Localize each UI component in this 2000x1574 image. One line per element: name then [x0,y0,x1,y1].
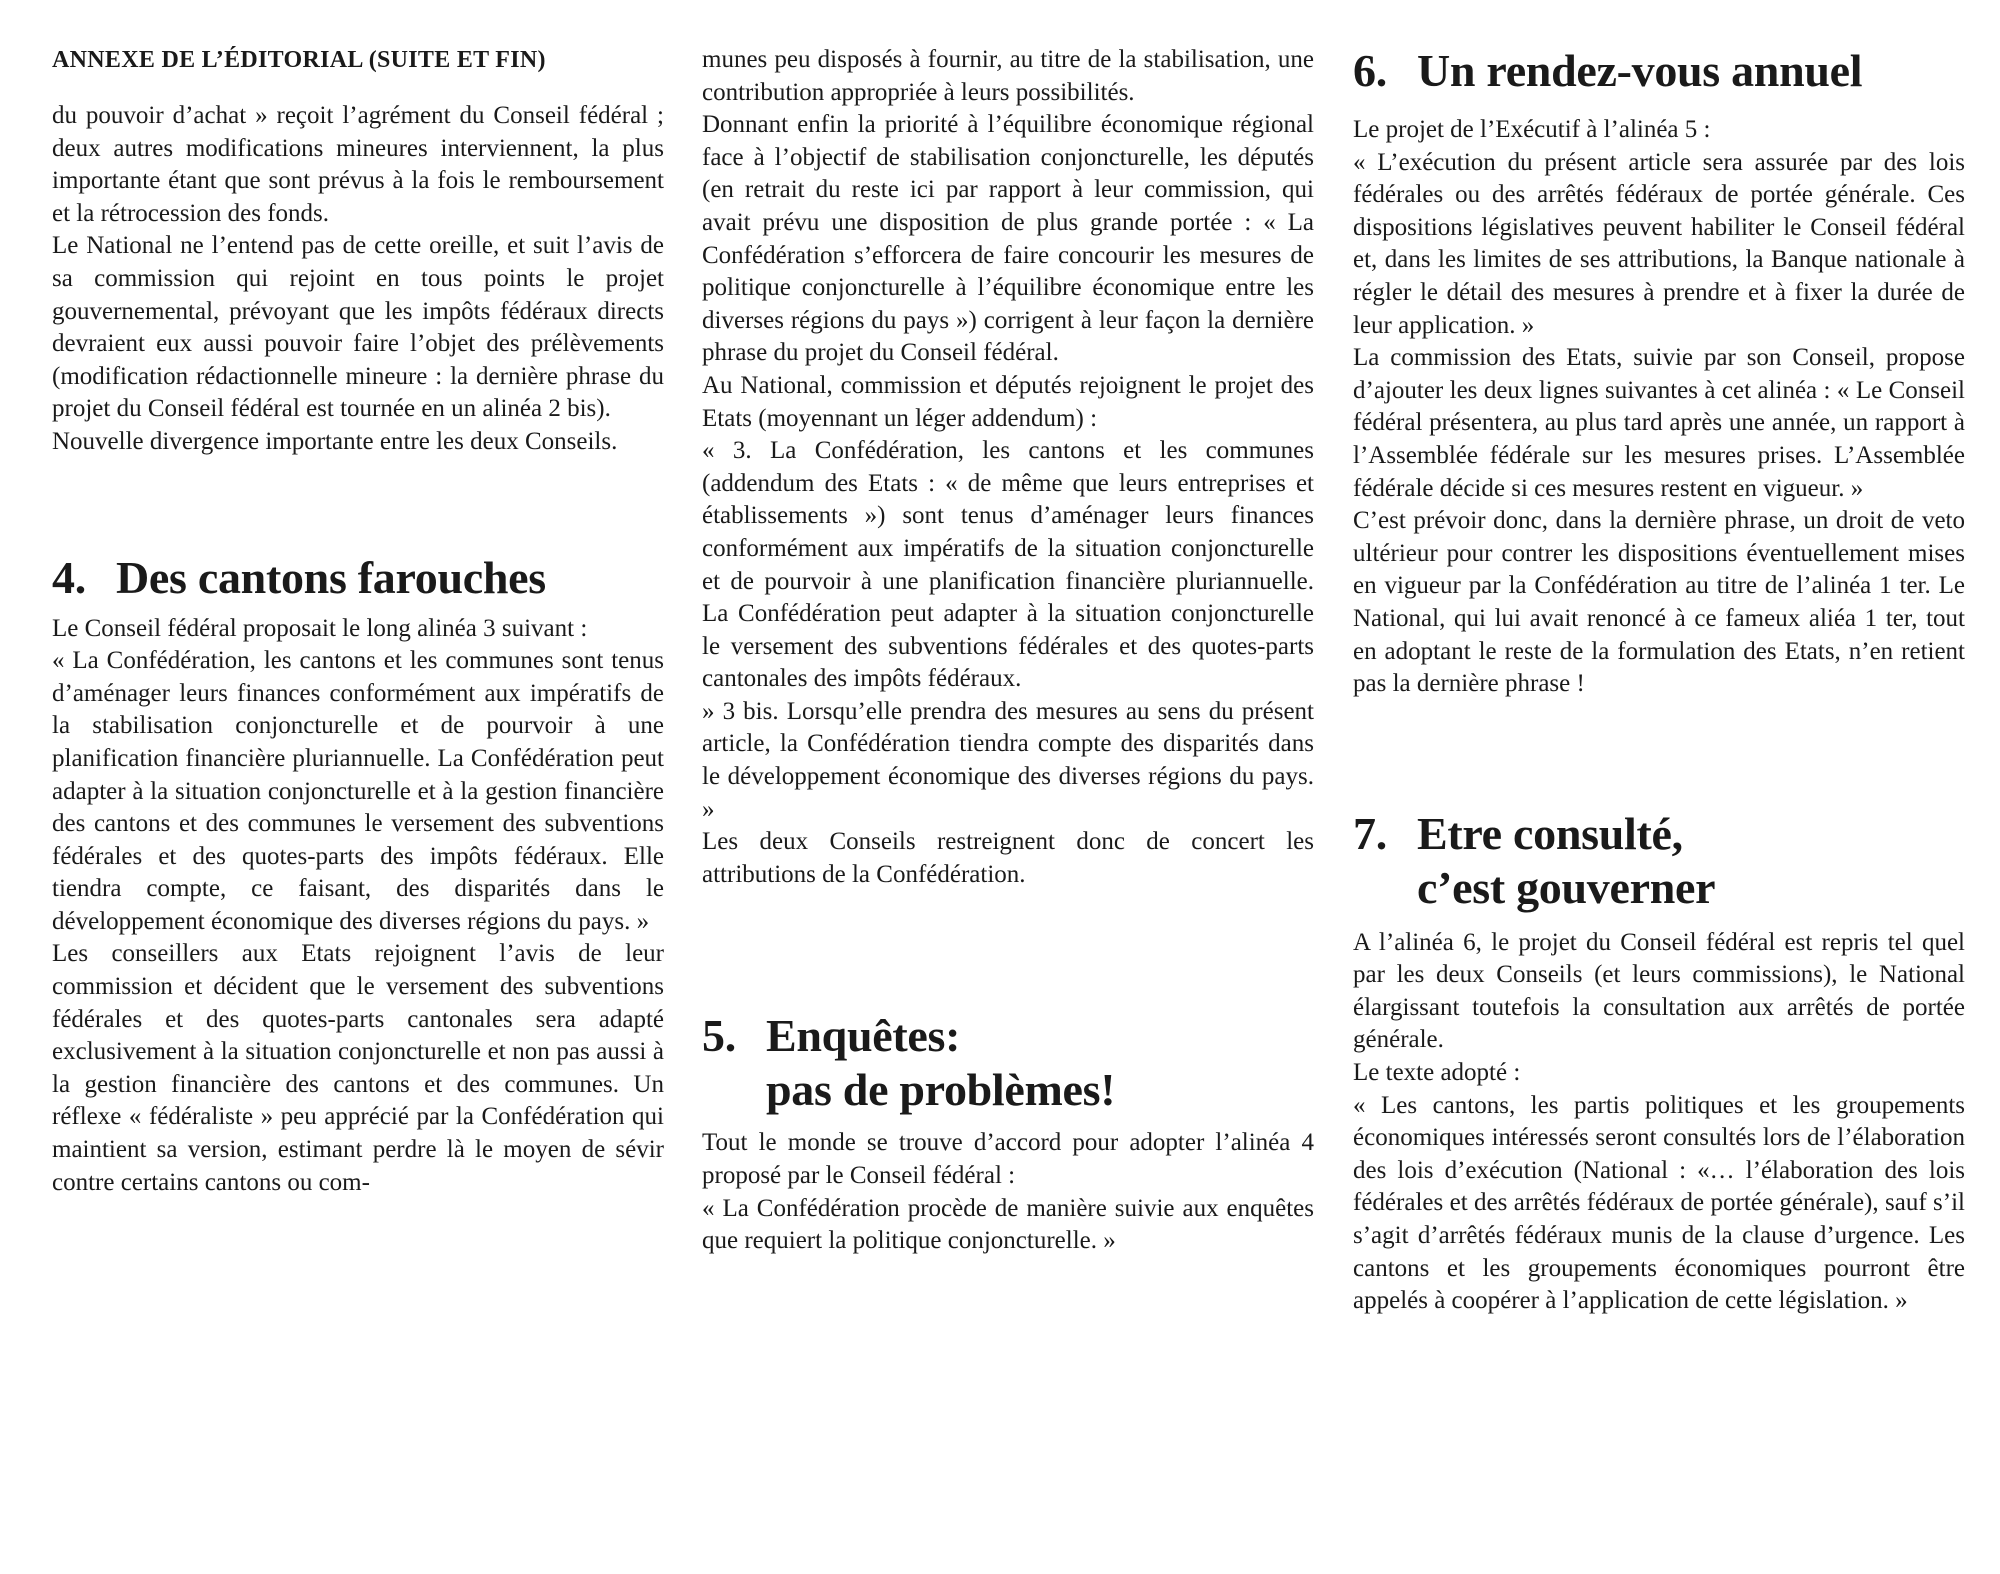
section-title-line-2: c’est gouverner [1417,861,1716,913]
section-title [1417,807,1965,915]
section-number: 5. [702,1010,736,1062]
section-title: Un rendez-vous annuel [1417,45,1863,96]
section-number: 6. [1353,45,1387,96]
paragraph: « La Confédération procède de manière suivie aux enquêtes que requiert la politique conjoncturelle. » [702,1194,1314,1255]
section-heading-7 [1353,807,1965,915]
paragraph: Le National ne l’entend pas de cette oreille, et suit l’avis de sa commission qui rejoint en tous points le projet gouvernemental, prévoyant que les impôts fédéraux directs devraient eux aussi pouvoir faire l’objet des prélèvements (modification rédactionnelle mineure : la dernière phrase du projet du Conseil fédéral est tournée en un alinéa 2 bis). [52,232,664,423]
paragraph: « La Confédération, les cantons et les communes sont tenus d’aménager leurs finances conformément aux impératifs de la stabilisation conjoncturelle et de pourvoir à une planification financière pluriannuelle. La Confédération peut adapter à la situation conjoncturelle et à la gestion financière des cantons et des communes le versement des subventions fédérales et des quotes-parts des impôts fédéraux. Elle tiendra compte, ce faisant, des disparités dans le développement économique des diverses régions du pays. » [52,647,664,935]
paragraph: Le projet de l’Exécutif à l’alinéa 5 : [1353,116,1711,143]
paragraph: Tout le monde se trouve d’accord pour adopter l’alinéa 4 proposé par le Conseil fédéral : [702,1129,1314,1190]
paragraph: du pouvoir d’achat » reçoit l’agrément du Conseil fédéral ; deux autres modifications mineures interviennent, la plus importante étant que sont prévus à la fois le remboursement et la rétrocession des fonds. [52,102,664,227]
paragraph: Donnant enfin la priorité à l’équilibre économique régional face à l’objectif de stabilisation conjoncturelle, les députés (en retrait du reste ici par rapport à leur commission, qui avait prévu une disposition de plus grande portée : « La Confédération s’efforcera de faire concourir les mesures de politique conjoncturelle à l’équilibre économique entre les diverses régions du pays ») corrigent à leur façon la dernière phrase du projet du Conseil fédéral. [702,111,1314,367]
section-heading-4 [52,551,664,605]
paragraph: La commission des Etats, suivie par son Conseil, propose d’ajouter les deux lignes suivantes à cet alinéa : « Le Conseil fédéral présentera, au plus tard après une année, un rapport à l’Assemblée fédérale sur les mesures prises. L’Assemblée fédérale décide si ces mesures restent en vigueur. » [1353,344,1965,502]
section-title: Des cantons farouches [116,551,546,603]
column-1 [52,44,664,1199]
section-number: 4. [52,551,86,603]
paragraph: Les deux Conseils restreignent donc de concert les attributions de la Confédération. [702,828,1314,888]
paragraph: munes peu disposés à fournir, au titre de la stabilisation, une contribution appropriée à leurs possibilités. [702,46,1314,106]
section-heading-6 [1353,44,1965,98]
section-title-line-1: Enquêtes: [766,1010,961,1062]
paragraph: A l’alinéa 6, le projet du Conseil fédéral est repris tel quel par les deux Conseils (et leurs commissions), le National élargissant toutefois la consultation aux arrêtés de portée générale. [1353,928,1965,1054]
paragraph: « 3. La Confédération, les cantons et les communes (addendum des Etats : « de même que leurs entreprises et établissements ») sont tenus d’aménager leurs finances conformément aux impératifs de la situation conjoncturelle et de pourvoir à une planification financière pluriannuelle. La Confédération peut adapter à la situation conjoncturelle le versement des subventions fédérales et des quotes-parts cantonales des impôts fédéraux. [702,437,1314,693]
paragraph: Les conseillers aux Etats rejoignent l’avis de leur commission et décident que le versement des subventions fédérales et des quotes-parts cantonales sera adapté exclusivement à la situation conjoncturelle et non pas aussi à la gestion financière des cantons et des communes. Un réflexe « fédéraliste » peu apprécié par la Confédération qui maintient sa version, estimant perdre là le moyen de sévir contre certains cantons ou com- [52,940,664,1196]
paragraph: » 3 bis. Lorsqu’elle prendra des mesures au sens du présent article, la Confédération tiendra compte des disparités dans le développement économique des diverses régions du pays. » [702,697,1314,823]
section-title-line-2: pas de problèmes! [766,1064,1116,1116]
column-3 [1353,44,1965,1318]
paragraph: C’est prévoir donc, dans la dernière phrase, un droit de veto ultérieur pour contrer les dispositions éventuellement mises en vigueur par la Confédération au titre de l’alinéa 1 ter. Le National, qui lui avait renoncé à ce fameux aliéa 1 ter, tout en adoptant le reste de la formulation des Etats, n’en retient pas la dernière phrase ! [1353,507,1965,698]
paragraph: Nouvelle divergence importante entre les deux Conseils. [52,427,618,455]
running-head: ANNEXE DE L’ÉDITORIAL (SUITE ET FIN) [52,47,546,73]
paragraph: « Les cantons, les partis politiques et les groupements économiques intéressés seront consultés lors de l’élaboration des lois d’exécution (National : «… l’élaboration des lois fédérales et des arrêtés fédéraux de portée générale), sauf s’il s’agit d’arrêtés fédéraux munis de la clause d’urgence. Les cantons et les groupements économiques pourront être appelés à coopérer à l’application de cette législation. » [1353,1091,1965,1315]
paragraph: Le texte adopté : [1353,1059,1521,1087]
paragraph: « L’exécution du présent article sera assurée par des lois fédérales ou des arrêtés fédéraux de portée générale. Ces dispositions législatives peuvent habiliter le Conseil fédéral et, dans les limites de ses attributions, la Banque nationale à régler le détail des mesures à prendre et à fixer la durée de leur application. » [1353,148,1965,339]
paragraph: Le Conseil fédéral proposait le long alinéa 3 suivant : [52,614,588,642]
section-heading-5 [702,1009,1314,1117]
section-title [766,1009,1314,1117]
paragraph: Au National, commission et députés rejoignent le projet des Etats (moyennant un léger addendum) : [702,371,1314,432]
section-title-line-1: Etre consulté, [1417,807,1683,859]
section-number: 7. [1353,807,1387,859]
column-2 [702,44,1314,1258]
